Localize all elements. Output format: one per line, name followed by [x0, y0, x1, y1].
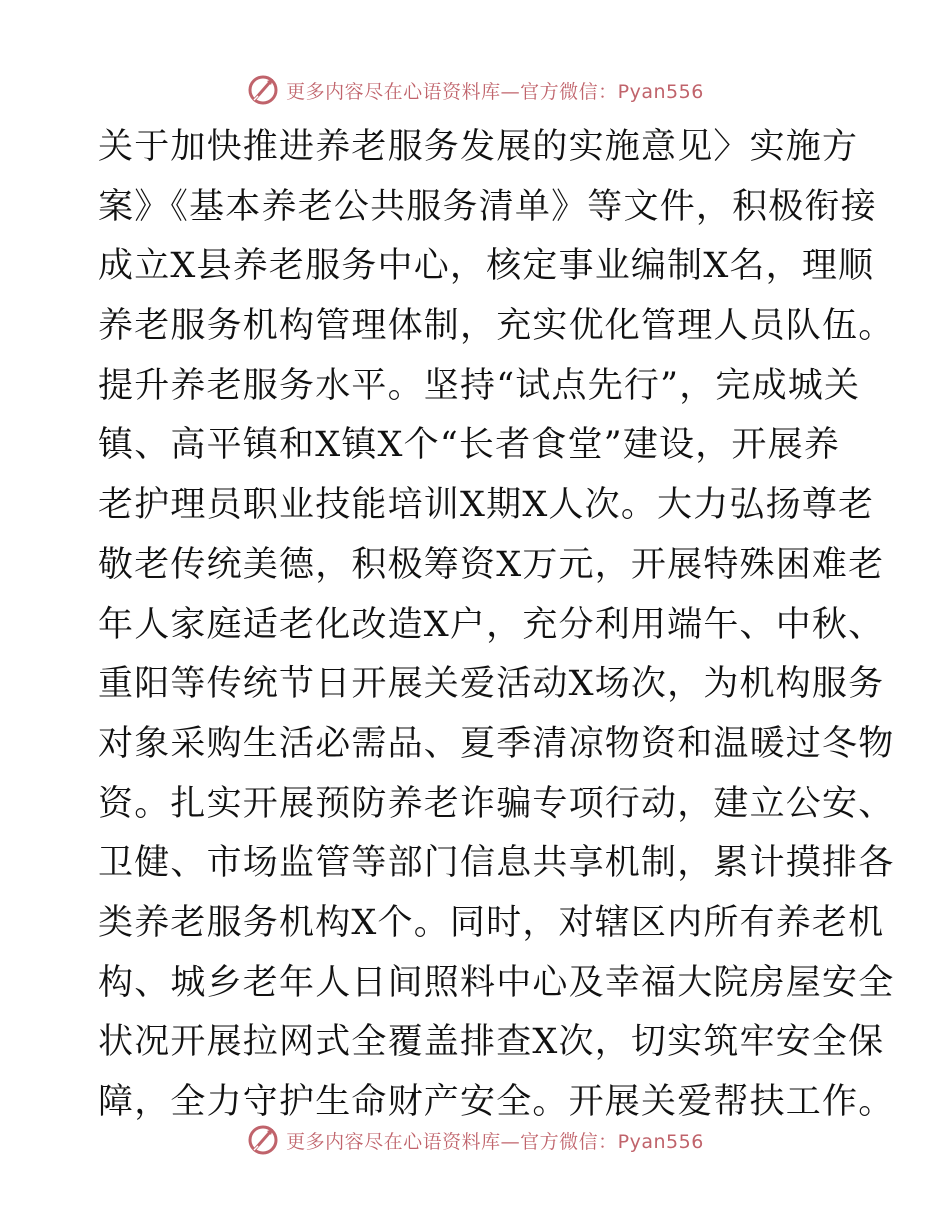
text-line: 案》《基本养老公共服务清单》等文件，积极衔接: [98, 186, 877, 227]
text-line: 年人家庭适老化改造X户，充分利用端午、中秋、: [98, 604, 885, 645]
text-line: 老护理员职业技能培训X期X人次。大力弘扬尊老: [98, 485, 875, 526]
text-line: 镇、高平镇和X镇X个“长者食堂”建设，开展养: [98, 425, 841, 466]
watermark-account: Pyan556: [617, 1130, 704, 1153]
pen-logo-icon: [246, 1123, 280, 1157]
text-line: 对象采购生活必需品、夏季清凉物资和温暖过冬物: [98, 723, 895, 764]
text-line: 状况开展拉网式全覆盖排查X次，切实筑牢安全保: [98, 1022, 885, 1063]
text-line: 构、城乡老年人日间照料中心及幸福大院房屋安全: [98, 962, 895, 1003]
watermark-text: 更多内容尽在心语资料库—官方微信：Pyan556: [286, 80, 704, 103]
watermark-banner-top: [0, 72, 950, 108]
text-line: 障，全力守护生命财产安全。开展关爱帮扶工作。: [98, 1082, 895, 1122]
text-line: 重阳等传统节日开展关爱活动X场次，为机构服务: [98, 664, 885, 705]
watermark-account: Pyan556: [617, 80, 704, 103]
text-line: 关于加快推进养老服务发展的实施意见〉实施方: [98, 127, 859, 167]
text-line: 养老服务机构管理体制，充实优化管理人员队伍。: [98, 306, 895, 347]
watermark-text: 更多内容尽在心语资料库—官方微信：Pyan556: [286, 1130, 704, 1153]
text-line: 资。扎实开展预防养老诈骗专项行动，建立公安、: [98, 783, 895, 824]
document-body: [98, 118, 895, 1133]
text-line: 敬老传统美德，积极筹资X万元，开展特殊困难老: [98, 544, 885, 585]
watermark-banner-bottom: [0, 1122, 950, 1158]
pen-logo-icon: [246, 73, 280, 107]
text-line: 提升养老服务水平。坚持“试点先行”，完成城关: [98, 365, 861, 406]
text-line: 卫健、市场监管等部门信息共享机制，累计摸排各: [98, 843, 895, 884]
text-line: 类养老服务机构X个。同时，对辖区内所有养老机: [98, 902, 885, 943]
text-line: 成立X县养老服务中心，核定事业编制X名，理顺: [98, 246, 875, 287]
